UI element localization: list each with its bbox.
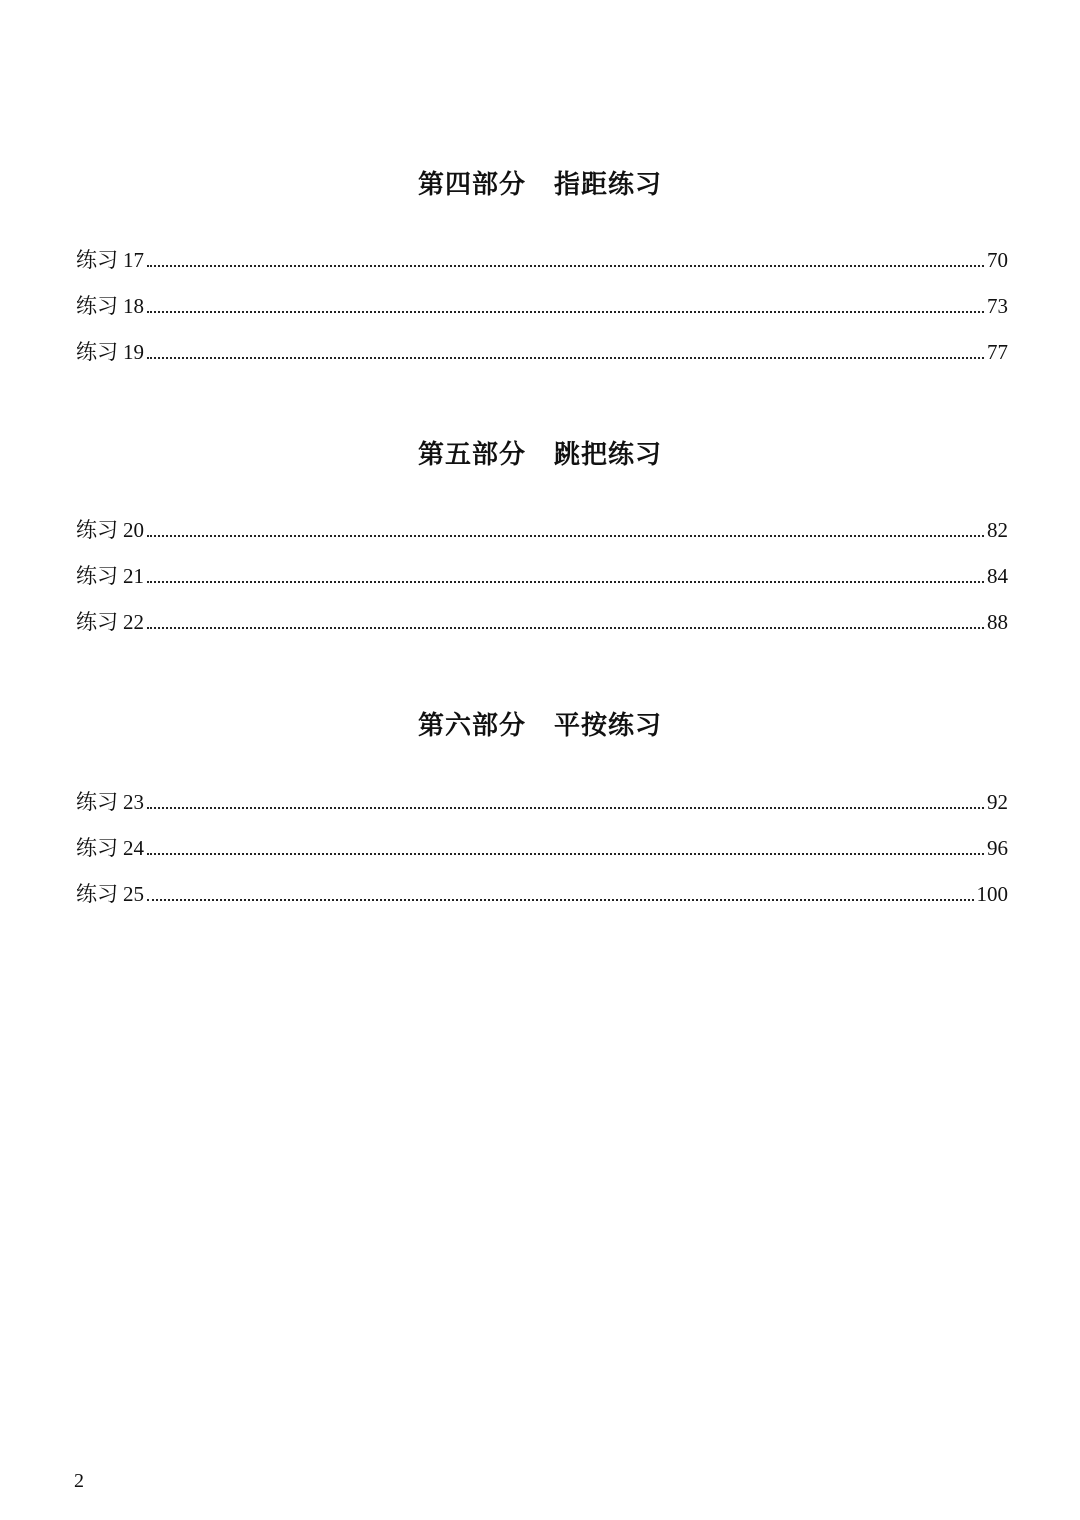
toc-entry[interactable] xyxy=(76,290,1008,320)
toc-entry-number: 24 xyxy=(123,836,144,860)
toc-entry-label xyxy=(76,516,144,544)
toc-entry-number: 17 xyxy=(123,248,144,272)
toc-entry-number: 22 xyxy=(123,610,144,634)
toc-entry-number: 18 xyxy=(123,294,144,318)
section-heading xyxy=(0,709,1080,743)
toc-entry-name: 练习 xyxy=(76,294,118,318)
dot-leader xyxy=(147,311,984,313)
dot-leader xyxy=(147,899,974,901)
toc-entry-label xyxy=(76,608,144,636)
toc-entry-name: 练习 xyxy=(76,882,118,906)
toc-entry[interactable] xyxy=(76,560,1008,590)
toc-entry-label xyxy=(76,788,144,816)
section-heading xyxy=(0,168,1080,202)
dot-leader xyxy=(147,265,984,267)
section-title-text: 跳把练习 xyxy=(554,440,663,470)
toc-entry-page: 70 xyxy=(987,248,1008,272)
toc-entry-label xyxy=(76,338,144,366)
toc-entry-label xyxy=(76,562,144,590)
toc-entry-label xyxy=(76,292,144,320)
toc-entry-name: 练习 xyxy=(76,610,118,634)
toc-entry[interactable] xyxy=(76,606,1008,636)
toc-entry-page: 84 xyxy=(987,564,1008,588)
toc-entry-page: 77 xyxy=(987,340,1008,364)
toc-entry[interactable] xyxy=(76,244,1008,274)
toc-entry-name: 练习 xyxy=(76,518,118,542)
toc-entry-number: 20 xyxy=(123,518,144,542)
toc-entry-label xyxy=(76,246,144,274)
section-part-label: 第五部分 xyxy=(417,440,526,470)
toc-entry-name: 练习 xyxy=(76,836,118,860)
toc-entry[interactable] xyxy=(76,514,1008,544)
toc-entry-name: 练习 xyxy=(76,790,118,814)
toc-entry-number: 25 xyxy=(123,882,144,906)
toc-entry-number: 23 xyxy=(123,790,144,814)
toc-entry[interactable] xyxy=(76,878,1008,908)
toc-entry-page: 82 xyxy=(987,518,1008,542)
dot-leader xyxy=(147,535,984,537)
toc-entry-name: 练习 xyxy=(76,340,118,364)
toc-entry-label xyxy=(76,880,144,908)
dot-leader xyxy=(147,853,984,855)
toc-entry[interactable] xyxy=(76,336,1008,366)
dot-leader xyxy=(147,357,984,359)
section-part-label: 第四部分 xyxy=(417,170,526,200)
toc-entry[interactable] xyxy=(76,786,1008,816)
section-title-text: 平按练习 xyxy=(554,711,663,741)
section-heading xyxy=(0,438,1080,472)
toc-entry-page: 96 xyxy=(987,836,1008,860)
dot-leader xyxy=(147,581,984,583)
toc-entry-page: 73 xyxy=(987,294,1008,318)
section-title-text: 指距练习 xyxy=(554,170,663,200)
section-part-label: 第六部分 xyxy=(417,711,526,741)
toc-entry-name: 练习 xyxy=(76,248,118,272)
page-number: 2 xyxy=(74,1470,84,1492)
toc-entry-number: 21 xyxy=(123,564,144,588)
toc-entry-label xyxy=(76,834,144,862)
toc-entry[interactable] xyxy=(76,832,1008,862)
toc-entry-page: 92 xyxy=(987,790,1008,814)
toc-entry-page: 88 xyxy=(987,610,1008,634)
toc-entry-page: 100 xyxy=(976,882,1008,906)
toc-entry-number: 19 xyxy=(123,340,144,364)
dot-leader xyxy=(147,627,984,629)
toc-entry-name: 练习 xyxy=(76,564,118,588)
dot-leader xyxy=(147,807,984,809)
